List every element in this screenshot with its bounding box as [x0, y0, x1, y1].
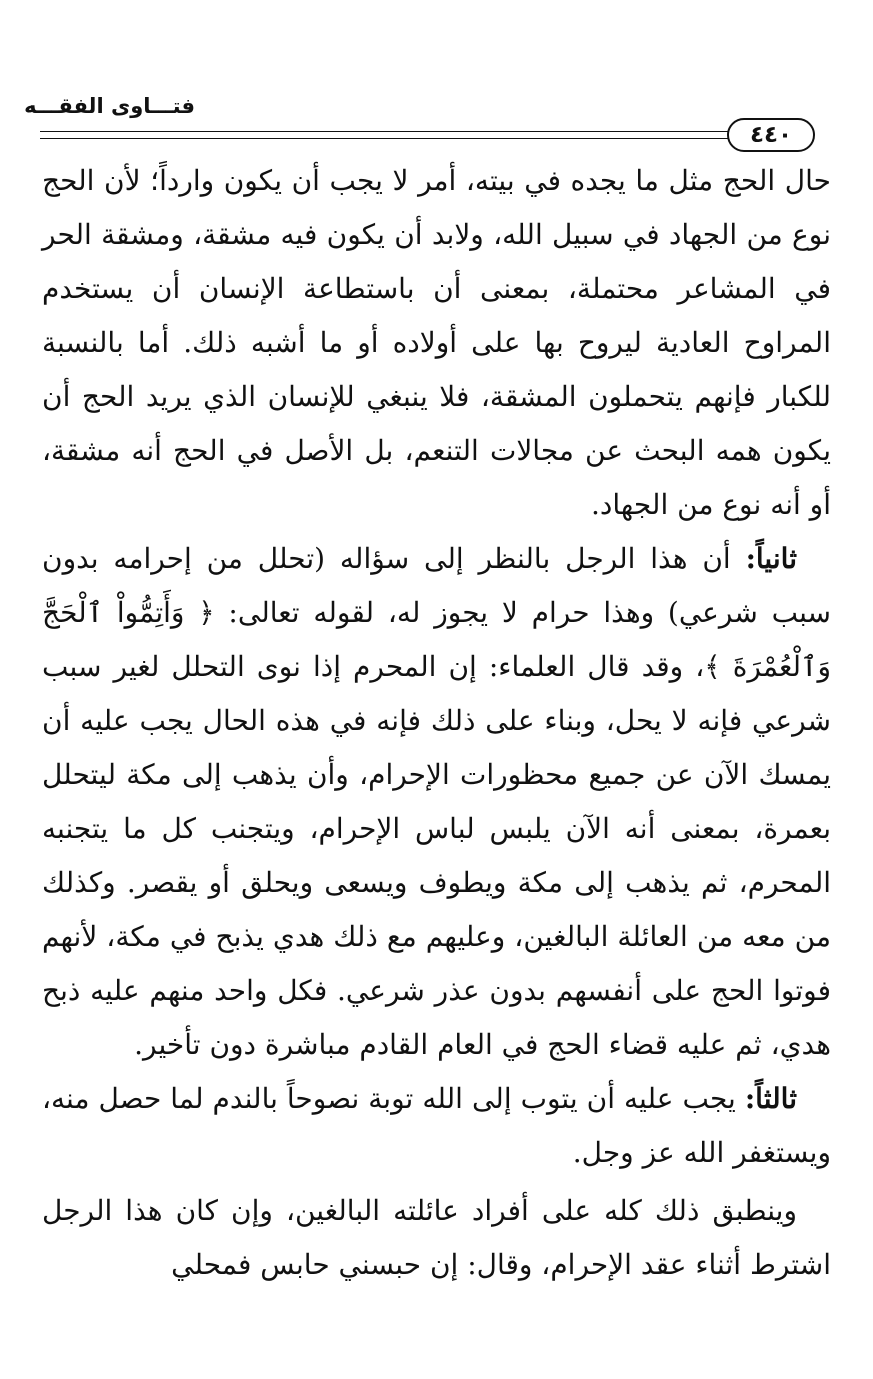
paragraph-2: [42, 532, 831, 1072]
page-number-badge: ٤٤٠: [727, 118, 815, 152]
paragraph-3-text: يجب عليه أن يتوب إلى الله توبة نصوحاً بالندم لما حصل منه، ويستغفر الله عز وجل.: [42, 1082, 831, 1169]
header-rule-bottom: [40, 138, 730, 139]
paragraph-2-lead: ثانياً:: [745, 542, 797, 575]
paragraph-4: [42, 1184, 831, 1292]
paragraph-3: [42, 1072, 831, 1180]
paragraph-4-text: وينطبق ذلك كله على أفراد عائلته البالغين، وإن كان هذا الرجل اشترط أثناء عقد الإحرام، وقال: إن حبسني حابس فمحلي: [42, 1194, 831, 1281]
header-rule-top: [40, 131, 730, 132]
body-text: [42, 154, 831, 1292]
running-title: فتـــاوى الفقـــه: [24, 94, 195, 118]
paragraph-1: [42, 154, 831, 532]
paragraph-1-text: حال الحج مثل ما يجده في بيته، أمر لا يجب أن يكون وارداً؛ لأن الحج نوع من الجهاد في سبيل الله، ولابد أن يكون فيه مشقة، ومشقة الحر في المشاعر محتملة، بمعنى أن باستطاعة الإنسان أن يستخدم المراوح العادية ليروح بها على أولاده أو ما أشبه ذلك. أما بالنسبة للكبار فإنهم يتحملون المشقة، فلا ينبغي للإنسان الذي يريد الحج أن يكون همه البحث عن مجالات التنعم، بل الأصل في الحج أنه مشقة، أو أنه نوع من الجهاد.: [42, 164, 831, 521]
paragraph-2-text: أن هذا الرجل بالنظر إلى سؤاله (تحلل من إحرامه بدون سبب شرعي) وهذا حرام لا يجوز له، لقوله تعالى: ﴿ وَأَتِمُّواْ ٱلْحَجَّ وَٱلْعُمْرَةَ ﴾، وقد قال العلماء: إن المحرم إذا نوى التحلل لغير سبب شرعي فإنه لا يحل، وبناء على ذلك فإنه في هذه الحال يجب عليه أن يمسك الآن عن جميع محظورات الإحرام، وأن يذهب إلى مكة ليتحلل بعمرة، بمعنى أنه الآن يلبس لباس الإحرام، ويتجنب كل ما يتجنبه المحرم، ثم يذهب إلى مكة ويطوف ويسعى ويحلق أو يقصر. وكذلك من معه من العائلة البالغين، وعليهم مع ذلك هدي يذبح في مكة، لأنهم فوتوا الحج على أنفسهم بدون عذر شرعي. فكل واحد منهم عليه ذبح هدي، ثم عليه قضاء الحج في العام القادم مباشرة دون تأخير.: [42, 542, 831, 1061]
paragraph-3-lead: ثالثاً:: [744, 1082, 797, 1115]
